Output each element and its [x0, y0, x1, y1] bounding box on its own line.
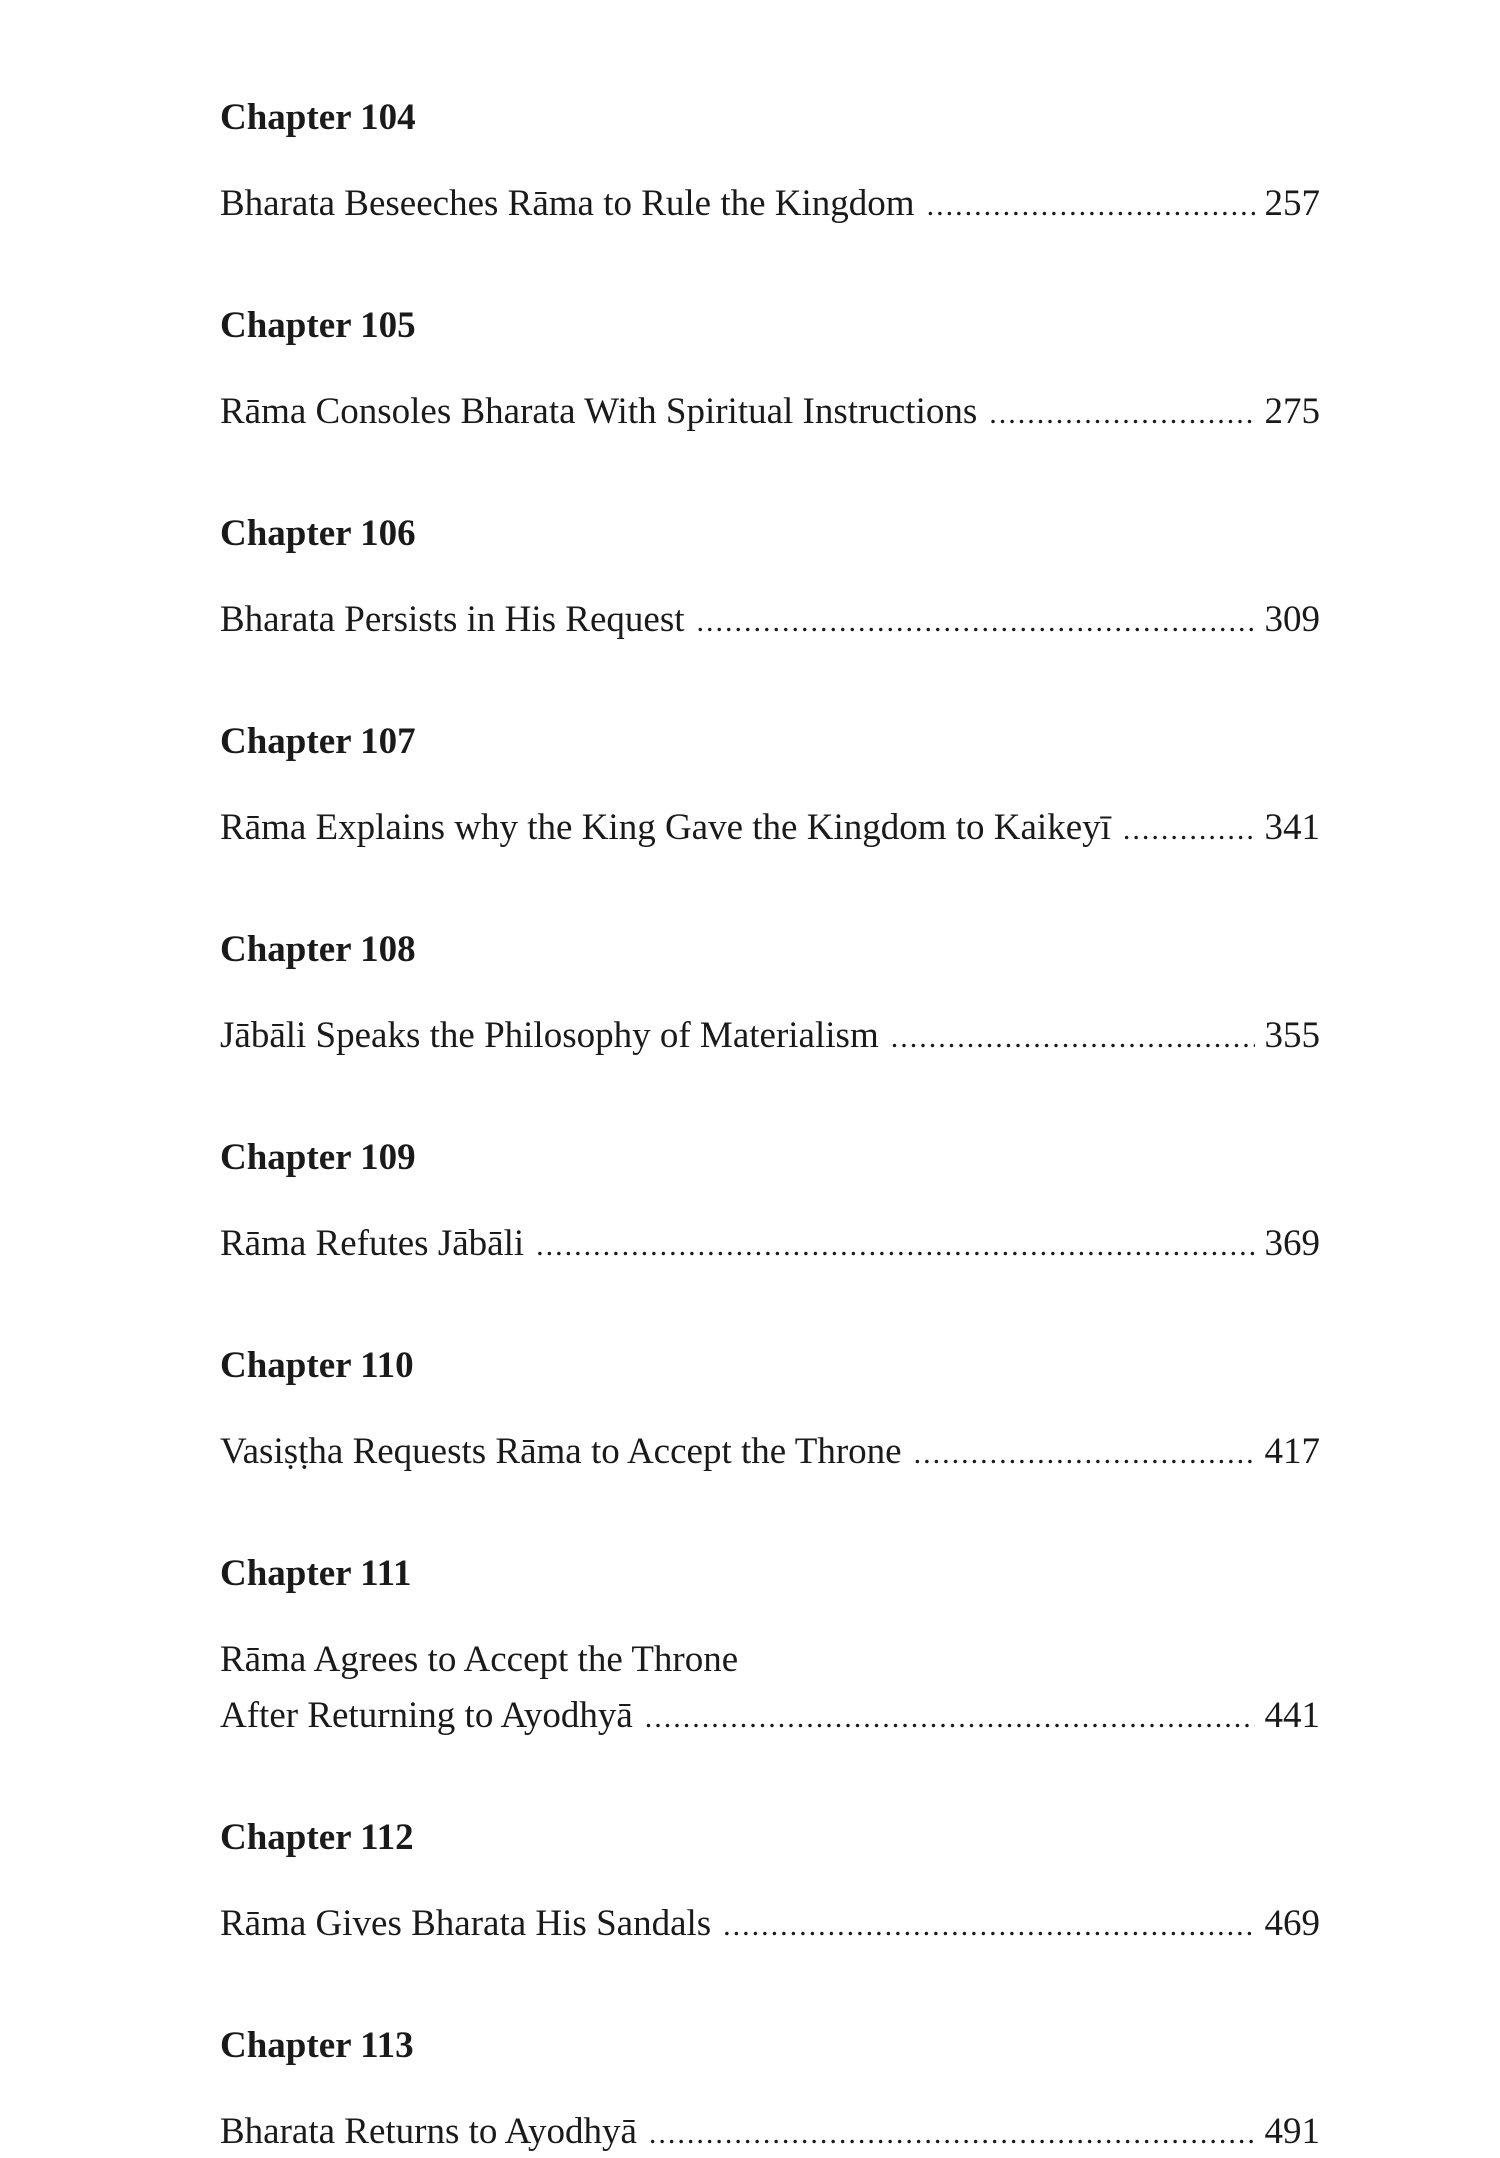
chapter-title-row	[220, 804, 1320, 854]
table-of-contents	[220, 96, 1320, 2158]
chapter-title-row	[220, 180, 1320, 230]
chapter-title: Rāma Gives Bharata His Sandals	[220, 1903, 712, 1944]
toc-entry-chapter-107	[220, 720, 1320, 854]
dot-leader	[891, 1014, 1255, 1062]
dot-leader	[989, 390, 1254, 438]
chapter-heading: Chapter 109	[220, 1137, 416, 1178]
chapter-title: Bharata Beseeches Rāma to Rule the Kingdom	[220, 183, 915, 224]
chapter-title: Bharata Persists in His Request	[220, 599, 685, 640]
chapter-title: Jābāli Speaks the Philosophy of Materialism	[220, 1015, 879, 1056]
chapter-title-row	[220, 2108, 1320, 2158]
chapter-heading: Chapter 107	[220, 721, 416, 762]
toc-entry-chapter-108	[220, 928, 1320, 1062]
chapter-heading: Chapter 104	[220, 97, 416, 138]
chapter-title-line-2: After Returning to Ayodhyā	[220, 1695, 633, 1736]
chapter-title-row	[220, 388, 1320, 438]
page-number: 369	[1264, 1223, 1320, 1264]
toc-entry-chapter-105	[220, 304, 1320, 438]
dot-leader	[697, 598, 1255, 646]
toc-entry-chapter-113	[220, 2024, 1320, 2158]
chapter-title: Vasiṣṭha Requests Rāma to Accept the Throne	[220, 1431, 902, 1472]
chapter-title: Rāma Refutes Jābāli	[220, 1223, 525, 1264]
page-number: 275	[1264, 391, 1320, 432]
dot-leader	[649, 2110, 1255, 2158]
toc-entry-chapter-109	[220, 1136, 1320, 1270]
page-number: 469	[1264, 1903, 1320, 1944]
chapter-title-row	[220, 1428, 1320, 1478]
chapter-title: Rāma Explains why the King Gave the Kingdom to Kaikeyī	[220, 807, 1111, 848]
chapter-heading: Chapter 113	[220, 2025, 414, 2066]
page-number: 491	[1264, 2111, 1320, 2152]
page-number: 441	[1264, 1695, 1320, 1736]
dot-leader	[536, 1222, 1254, 1270]
dot-leader	[723, 1902, 1254, 1950]
chapter-title-row	[220, 1900, 1320, 1950]
toc-entry-chapter-111	[220, 1552, 1320, 1742]
chapter-title-row	[220, 1220, 1320, 1270]
chapter-heading: Chapter 108	[220, 929, 416, 970]
chapter-heading: Chapter 106	[220, 513, 416, 554]
page-number: 417	[1264, 1431, 1320, 1472]
chapter-title-row	[220, 1692, 1320, 1742]
dot-leader	[927, 182, 1255, 230]
toc-entry-chapter-112	[220, 1816, 1320, 1950]
chapter-title-row	[220, 1012, 1320, 1062]
toc-entry-chapter-110	[220, 1344, 1320, 1478]
chapter-heading: Chapter 110	[220, 1345, 414, 1386]
chapter-heading: Chapter 105	[220, 305, 416, 346]
toc-entry-chapter-106	[220, 512, 1320, 646]
page-number: 257	[1264, 183, 1320, 224]
page-number: 341	[1264, 807, 1320, 848]
page-number: 355	[1264, 1015, 1320, 1056]
chapter-title-row	[220, 596, 1320, 646]
dot-leader	[645, 1694, 1255, 1742]
toc-entry-chapter-104	[220, 96, 1320, 230]
chapter-title-line-1: Rāma Agrees to Accept the Throne	[220, 1639, 739, 1680]
chapter-heading: Chapter 112	[220, 1817, 414, 1858]
dot-leader	[1123, 806, 1255, 854]
dot-leader	[914, 1430, 1255, 1478]
chapter-title: Bharata Returns to Ayodhyā	[220, 2111, 637, 2152]
chapter-title: Rāma Consoles Bharata With Spiritual Instructions	[220, 391, 978, 432]
page-number: 309	[1264, 599, 1320, 640]
chapter-heading: Chapter 111	[220, 1553, 412, 1594]
